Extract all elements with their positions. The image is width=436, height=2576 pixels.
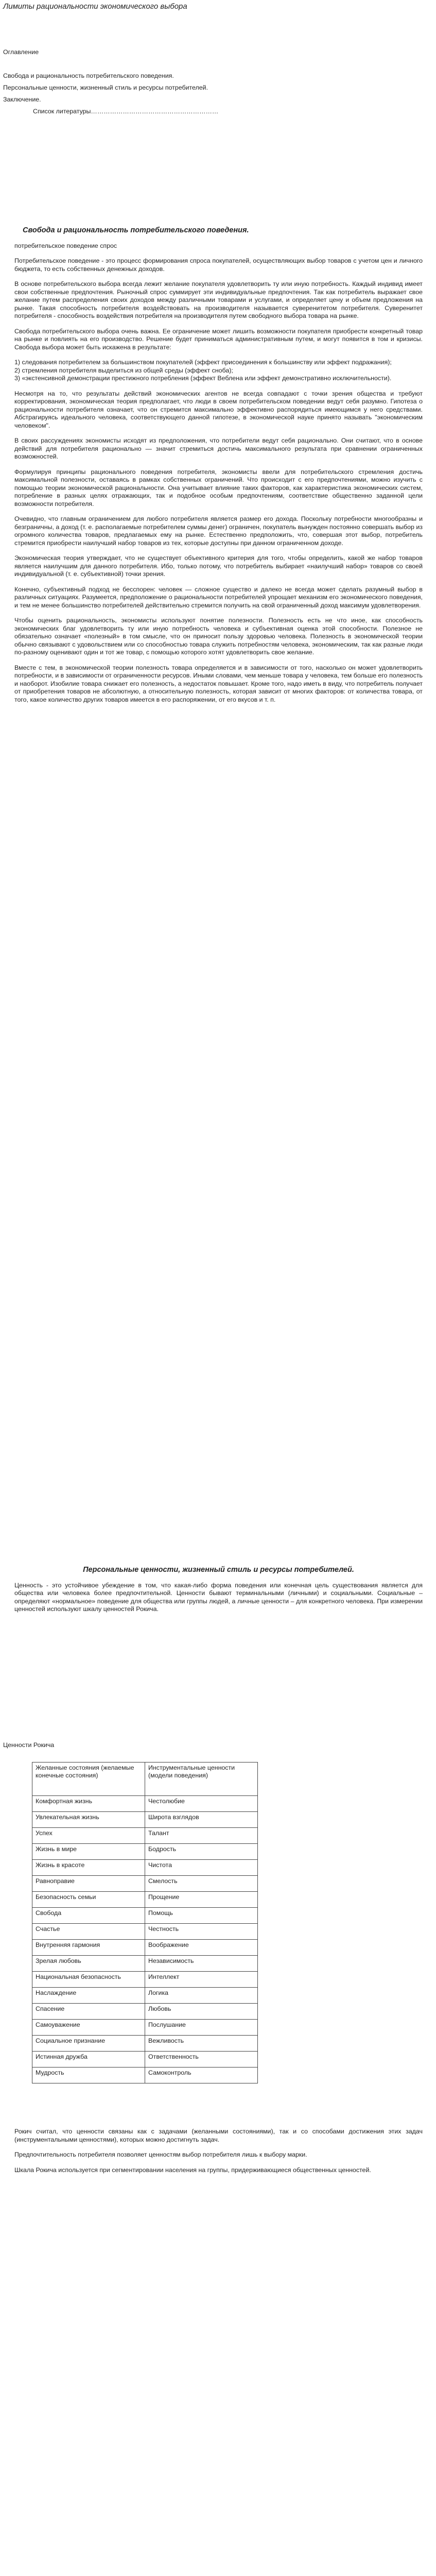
table-cell: Смелость [145, 1876, 258, 1892]
table-cell: Логика [145, 1988, 258, 2004]
table-row [32, 1956, 258, 1972]
table-of-contents [3, 46, 363, 117]
table-row [32, 1908, 258, 1924]
table-row [32, 2004, 258, 2020]
table-cell: Ответственность [145, 2052, 258, 2067]
paragraph: Экономическая теория утверждает, что не существует объективного критерия для того, чтобы определить, какой же набор товаров является наилучшим для данного потребителя. Ибо, только потому, что потребитель выбирает «наилучший набор» товаров со своей индивидуальной (т. е. субъективной) точки зрения. [14, 554, 423, 578]
table-cell: Истинная дружба [32, 2052, 145, 2067]
table-cell: Бодрость [145, 1844, 258, 1860]
toc-item[interactable]: Заключение. [3, 96, 41, 103]
paragraph: 2) стремления потребителя выделиться из общей среды (эффект сноба); [14, 366, 233, 374]
section-values-notes [14, 2128, 423, 2174]
toc-heading: Оглавление [3, 48, 39, 56]
table-cell: Социальное признание [32, 2036, 145, 2052]
toc-item-literature[interactable]: Список литературы…………………………………………………… [33, 108, 219, 115]
table-cell: Свобода [32, 1908, 145, 1924]
table-cell: Честность [145, 1924, 258, 1940]
table-cell: Широта взглядов [145, 1812, 258, 1828]
section-freedom-rationality [14, 227, 423, 704]
table-header-cell: Желанные состояния (желаемые конечные состояния) [32, 1762, 145, 1796]
table-cell: Чистота [145, 1860, 258, 1876]
table-title: Ценности Рокича [3, 1741, 55, 1749]
section-title: Персональные ценности, жизненный стиль и ресурсы потребителей. [83, 1566, 354, 1574]
table-cell: Жизнь в красоте [32, 1860, 145, 1876]
table-cell: Самоуважение [32, 2020, 145, 2036]
table-cell: Внутренняя гармония [32, 1940, 145, 1956]
table-row [32, 1860, 258, 1876]
table-cell: Прощение [145, 1892, 258, 1908]
table-cell: Талант [145, 1828, 258, 1844]
paragraph: Несмотря на то, что результаты действий экономических агентов не всегда совпадают с точки зрения общества и требуют корректирования, экономическая теория предполагает, что люди в своем потребительском поведении ведут себя разумно. Гипотеза о рациональности потребителя означает, что он стремится максимально эффективно распорядиться имеющимся у него средствами. Абстрагируясь идеального человека, соответствующего данной гипотезе, в экономической науке принято называть "экономическим человеком". [14, 389, 423, 429]
table-row [32, 2020, 258, 2036]
rokeach-values-table [32, 1762, 258, 2083]
table-cell: Комфортная жизнь [32, 1796, 145, 1812]
table-row [32, 1796, 258, 1812]
table-cell: Равноправие [32, 1876, 145, 1892]
paragraph: Свобода потребительского выбора очень важна. Ее ограничение может лишить возможности покупателя приобрести конкретный товар на рынке и повлиять на его производство. Решение будет приниматься административным путем, и могут появится в том и кризисы. Свобода выбора может быть искажена в результате: [14, 327, 423, 351]
table-cell: Послушание [145, 2020, 258, 2036]
table-cell: Воображение [145, 1940, 258, 1956]
toc-item[interactable]: Персональные ценности, жизненный стиль и ресурсы потребителей. [3, 84, 208, 91]
table-header-cell: Инструментальные ценности (модели поведения) [145, 1762, 258, 1796]
table-cell: Наслаждение [32, 1988, 145, 2004]
paragraph: 1) следования потребителем за большинством покупателей (эффект присоединения к большинству или эффект подражания); [14, 359, 392, 366]
paragraph: Ценность - это устойчивое убеждение в том, что какая-либо форма поведения или конечная цель существования является для общества или человека более предпочтительной. Ценности бывают терминальными (личными) и социальными. Социальные – определяют «нормальное» поведение для общества или группы людей, а личные ценности – для конкретного человека. При измерении ценностей используют шкалу ценностей Рокича. [14, 1581, 423, 1613]
table-cell: Национальная безопасность [32, 1972, 145, 1988]
table-header-row [32, 1762, 258, 1796]
table-cell: Безопасность семьи [32, 1892, 145, 1908]
paragraph: В своих рассуждениях экономисты исходят из предположения, что потребители ведут себя рационально. Они считают, что в основе действий для потребителя рационально — значит стремиться достичь максимального результата при сравнении ограниченных возможностей. [14, 437, 423, 460]
paragraph: Рокич считал, что ценности связаны как с задачами (желанными состояниями), так и со способами достижения этих задач (инструментальными ценностями), которых можно достигнуть задач. [14, 2128, 423, 2143]
table-row [32, 1988, 258, 2004]
paragraph: Потребительское поведение - это процесс формирования спроса покупателей, осуществляющих выбор товаров с учетом цен и личного бюджета, то есть собственных денежных доходов. [14, 257, 423, 273]
table-row [32, 1812, 258, 1828]
table-row [32, 1828, 258, 1844]
table-row [32, 1876, 258, 1892]
table-row [32, 2067, 258, 2083]
table-cell: Мудрость [32, 2067, 145, 2083]
table-cell: Спасение [32, 2004, 145, 2020]
table-row [32, 2036, 258, 2052]
table-cell: Самоконтроль [145, 2067, 258, 2083]
table-row [32, 1924, 258, 1940]
table-row [32, 1844, 258, 1860]
toc-item[interactable]: Свобода и рациональность потребительского поведения. [3, 72, 174, 79]
table-cell: Помощь [145, 1908, 258, 1924]
paragraph: Шкала Рокича используется при сегментировании населения на группы, придерживающиеся общественных ценностей. [14, 2166, 371, 2174]
table-cell: Интеллект [145, 1972, 258, 1988]
section-personal-values [14, 1566, 423, 1614]
paragraph: потребительское поведение спрос [14, 242, 117, 249]
paragraph: Чтобы оценить рациональность, экономисты используют понятие полезности. Полезность есть не что иное, как способность экономических благ удовлетворить ту или иную потребность человека и субъективная оценка этой способности. Полезное не обязательно означает «полезный» в том смысле, что он приносит пользу здоровью человека. Полезность в экономической теории обычно связывают с удовольствием или со способностью товара служить потребностям человека, экономическим, так как разные люди по-разному оценивают один и тот же товар, с помощью которого хотят удовлетворить свое желание. [14, 617, 423, 656]
table-cell: Счастье [32, 1924, 145, 1940]
paragraph: Конечно, субъективный подход не бесспорен: человек — сложное существо и далеко не всегда может сделать разумный выбор в различных ситуациях. Разумеется, предположение о рациональности потребителей упрощает механизм его экономического поведения, и тем не менее большинство потребителей действительно стремится получить на свой ограниченный доход максимум удовлетворения. [14, 585, 423, 609]
table-cell: Любовь [145, 2004, 258, 2020]
table-cell: Честолюбие [145, 1796, 258, 1812]
document-title: Лимиты рациональности экономического выбора [3, 2, 187, 11]
paragraph: В основе потребительского выбора всегда лежит желание покупателя удовлетворить ту или иную потребность. Каждый индивид имеет свои собственные предпочтения. Рыночный спрос суммирует эти индивидуальные предпочтения. Так как потребитель выражает свое желание путем распределения своих доходов между различными товарами и услугами, и определяет цену и объем предложения на рынке. Такая способность потребителя воздействовать на производителя называется суверенитетом потребителя. Суверенитет потребителя - способность воздействия потребителя на производителя путем свободного выбора товара на рынке. [14, 280, 423, 319]
paragraph: Формулируя принципы рационального поведения потребителя, экономисты ввели для потребительского стремления достичь максимальной полезности, оставаясь в рамках собственных ограничений. Что происходит с его предпочтениями, можно изучить с помощью теории экономической рациональности. Она учитывает влияние таких факторов, как характеристика экономических систем, потребление в разных целях отражающих, так и подобное особым предпочтениям, соответствие общественно заданной цели возможности потребителя. [14, 468, 423, 507]
table-cell: Зрелая любовь [32, 1956, 145, 1972]
paragraph: Очевидно, что главным ограничением для любого потребителя является размер его дохода. Поскольку потребности многообразны и безграничны, а доход (т. е. располагаемые потребителем суммы денег) ограничен, покупатель вынужден постоянно совершать выбор из огромного количества товаров, предлагаемых ему на рынке. Естественно предположить, что, совершая этот выбор, потребитель стремится приобрести наилучший набор товаров из тех, которые доступны при данном ограниченном доходе. [14, 515, 423, 547]
table-cell: Успех [32, 1828, 145, 1844]
table-row [32, 1892, 258, 1908]
table-cell: Увлекательная жизнь [32, 1812, 145, 1828]
table-row [32, 2052, 258, 2067]
paragraph: Предпочтительность потребителя позволяет ценностям выбор потребителя лишь к выбору марки. [14, 2151, 307, 2158]
table-cell: Независимость [145, 1956, 258, 1972]
paragraph: 3) «экстенсивной демонстрации престижного потребления (эффект Веблена или эффект демонстративно исключительности). [14, 375, 392, 382]
table-cell: Вежливость [145, 2036, 258, 2052]
table-row [32, 1972, 258, 1988]
table-row [32, 1940, 258, 1956]
section-title: Свобода и рациональность потребительского поведения. [23, 226, 249, 234]
table-cell: Жизнь в мире [32, 1844, 145, 1860]
paragraph: Вместе с тем, в экономической теории полезность товара определяется и в зависимости от того, насколько он может удовлетворить потребности, и в зависимости от ограниченности ресурсов. Иными словами, чем меньше товара у человека, тем больше его полезность и наоборот. Изобилие товара снижает его полезность, а недостаток повышает. Кроме того, надо иметь в виду, что потребитель получает от приобретения товаров не абсолютную, а относительную полезность, которая зависит от многих факторов: от количества товара, от того, какое количество других товаров имеется в его распоряжении, от его вкусов и т. п. [14, 664, 423, 703]
